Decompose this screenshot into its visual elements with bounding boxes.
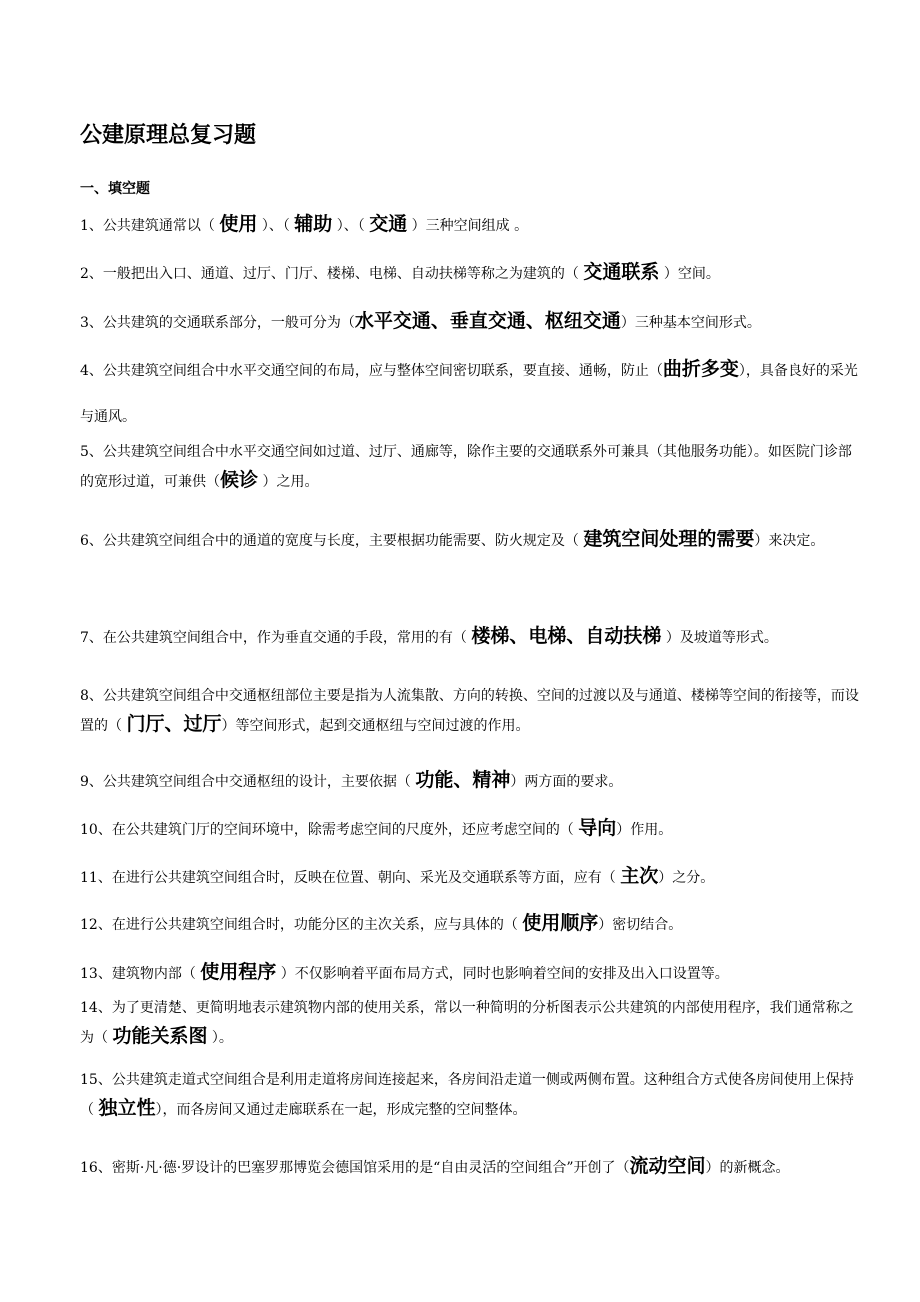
answer: 建筑空间处理的需要 (583, 528, 755, 550)
question-9 (80, 768, 862, 794)
question-text: 12、在进行公共建筑空间组合时，功能分区的主次关系，应与具体的（ (80, 917, 523, 933)
question-text: ），具备良好的采光与通风。 (80, 363, 858, 425)
question-text: 5、公共建筑空间组合中水平交通空间如过道、过厅、通廊等，除作主要的交通联系外可兼具（其他服务功能）。如医院门诊部的宽形过道，可兼供（ (80, 444, 852, 490)
question-text: ）三种空间组成 。 (407, 218, 529, 234)
answer: 辅助 (294, 213, 333, 235)
question-7 (80, 622, 862, 652)
answer: 水平交通、垂直交通、枢纽交通 (354, 310, 621, 332)
question-text: ）之分。 (658, 870, 715, 886)
question-10 (80, 816, 862, 842)
question-11 (80, 864, 862, 890)
question-text: 11、在进行公共建筑空间组合时，反映在位置、朝向、采光及交通联系等方面，应有（ (80, 870, 621, 886)
question-14 (80, 994, 862, 1052)
page-title: 公建原理总复习题 (80, 123, 257, 148)
answer: 使用顺序 (522, 912, 599, 934)
question-4 (80, 346, 862, 440)
question-text: ）三种基本空间形式。 (620, 315, 761, 331)
question-text: ）两方面的要求。 (510, 774, 623, 790)
question-text: ）等空间形式，起到交通枢纽与空间过渡的作用。 (221, 718, 530, 734)
question-13 (80, 960, 862, 986)
answer: 功能关系图 (112, 1025, 208, 1047)
question-12 (80, 911, 862, 937)
question-text: 15、公共建筑走道式空间组合是利用走道将房间连接起来，各房间沿走道一侧或两侧布置。这种组合方式使各房间使用上保持（ (80, 1072, 854, 1118)
answer: 候诊 (220, 469, 259, 491)
question-text: ）、（ (332, 218, 370, 234)
answer: 使用 (219, 213, 258, 235)
answer: 主次 (620, 865, 659, 887)
question-text: ）密切结合。 (598, 917, 683, 933)
question-text: ）之用。 (258, 474, 319, 490)
question-text: 6、公共建筑空间组合中的通道的宽度与长度，主要根据功能需要、防火规定及（ (80, 533, 584, 549)
answer: 交通 (369, 213, 408, 235)
question-16 (80, 1152, 862, 1182)
answer: 曲折多变 (662, 358, 739, 380)
question-text: 14、为了更清楚、更简明地表示建筑物内部的使用关系，常以一种简明的分析图表示公共建筑的内部使用程序，我们通常称之为（ (80, 1000, 854, 1046)
question-2 (80, 260, 862, 286)
question-text: ）、（ (257, 218, 295, 234)
question-text: 16、密斯·凡·德·罗设计的巴塞罗那博览会德国馆采用的是“自由灵活的空间组合”开创了（ (80, 1160, 630, 1176)
question-5 (80, 438, 862, 496)
question-text: 7、在公共建筑空间组合中，作为垂直交通的手段，常用的有（ (80, 630, 472, 646)
question-1 (80, 212, 862, 238)
question-text: ）及坡道等形式。 (661, 630, 778, 646)
answer: 流动空间 (629, 1155, 706, 1177)
question-text: 2、一般把出入口、通道、过厅、门厅、楼梯、电梯、自动扶梯等称之为建筑的（ (80, 266, 584, 282)
question-text: 13、建筑物内部（ (80, 966, 201, 982)
question-text: ）作用。 (616, 822, 673, 838)
question-text: 10、在公共建筑门厅的空间环境中，除需考虑空间的尺度外，还应考虑空间的（ (80, 822, 579, 838)
question-6 (80, 516, 862, 564)
question-text: 8、公共建筑空间组合中交通枢纽部位主要是指为人流集散、方向的转换、空间的过渡以及与通道、楼梯等空间的衔接等，而设置的（ (80, 688, 859, 734)
question-text: ）不仅影响着平面布局方式，同时也影响着空间的安排及出入口设置等。 (276, 966, 729, 982)
answer: 楼梯、电梯、自动扶梯 (471, 625, 662, 647)
question-15 (80, 1066, 862, 1124)
answer: 功能、精神 (415, 769, 511, 791)
question-text: ）的新概念。 (705, 1160, 790, 1176)
question-text: 9、公共建筑空间组合中交通枢纽的设计，主要依据（ (80, 774, 416, 790)
section-heading: 一、填空题 (80, 181, 150, 197)
question-text: ）来决定。 (754, 533, 825, 549)
answer: 交通联系 (583, 261, 660, 283)
question-text: ），而各房间又通过走廊联系在一起，形成完整的空间整体。 (155, 1102, 527, 1118)
answer: 独立性 (98, 1097, 156, 1119)
question-text: 4、公共建筑空间组合中水平交通空间的布局，应与整体空间密切联系，要直接、通畅，防止（ (80, 363, 663, 379)
question-3 (80, 309, 862, 335)
answer: 导向 (578, 817, 617, 839)
question-text: ）。 (207, 1030, 233, 1046)
question-text: 1、公共建筑通常以（ (80, 218, 220, 234)
question-8 (80, 682, 862, 740)
question-text: 3、公共建筑的交通联系部分，一般可分为（ (80, 315, 355, 331)
answer: 门厅、过厅 (126, 713, 222, 735)
answer: 使用程序 (200, 961, 277, 983)
question-text: ）空间。 (659, 266, 720, 282)
